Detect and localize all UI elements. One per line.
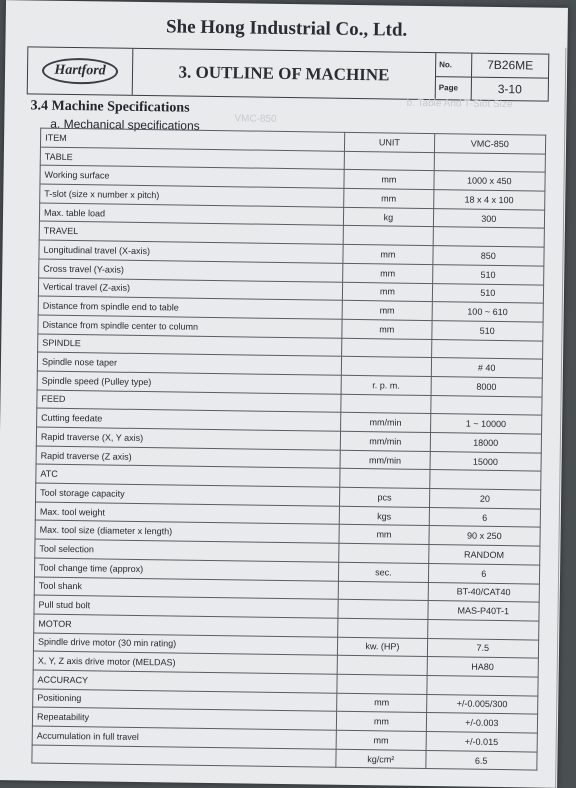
spec-value: HA80 [427, 657, 539, 677]
spec-unit: mm [337, 712, 427, 732]
spec-item: ITEM [40, 128, 344, 151]
subsection-title: a. Mechanical specifications [50, 116, 200, 133]
spec-unit [342, 357, 432, 377]
spec-unit [344, 151, 434, 171]
spec-unit: kg/cm² [336, 749, 426, 769]
spec-unit [339, 543, 429, 563]
spec-value [429, 470, 541, 490]
header-box [27, 46, 550, 101]
logo-cell [28, 47, 134, 94]
spec-item: FEED [37, 390, 341, 413]
spec-item [32, 745, 336, 768]
spec-unit [338, 581, 428, 601]
spec-value: +/-0.015 [426, 732, 538, 752]
spec-item: Tool storage capacity [36, 483, 340, 506]
spec-value [430, 395, 542, 415]
spec-value [431, 339, 543, 359]
spec-unit: mm [343, 263, 433, 283]
spec-unit: mm [344, 170, 434, 190]
spec-unit [338, 618, 428, 638]
spec-value: 8000 [431, 376, 543, 396]
spec-unit [337, 674, 427, 694]
spec-value: 18000 [430, 433, 542, 453]
spec-value: BT-40/CAT40 [428, 582, 540, 602]
spec-item: Longitudinal travel (X-axis) [39, 240, 343, 263]
spec-item: Cross travel (Y-axis) [39, 259, 343, 282]
page-edge [555, 48, 566, 788]
spec-item: Positioning [33, 689, 337, 712]
spec-unit: UNIT [345, 132, 435, 152]
spec-unit: mm [343, 244, 433, 264]
section-title: 3.4 Machine Specifications [30, 98, 190, 116]
spec-unit: mm [339, 525, 429, 545]
spec-value: MAS-P40T-1 [427, 601, 539, 621]
spec-value: 6 [429, 507, 541, 527]
spec-item: Working surface [40, 165, 344, 188]
spec-item: Max. table load [39, 203, 343, 226]
spec-unit: mm [343, 282, 433, 302]
company-name: She Hong Industrial Co., Ltd. [165, 16, 408, 41]
hartford-logo: Hartford [42, 58, 118, 85]
spec-unit: mm [342, 300, 432, 320]
spec-unit [343, 226, 433, 246]
spec-unit: kg [344, 207, 434, 227]
spec-item: Max. tool size (diameter x length) [35, 520, 339, 543]
spec-value: 510 [432, 264, 544, 284]
doc-number-label: No. [436, 53, 472, 76]
spec-unit [337, 656, 427, 676]
spec-value: 850 [432, 246, 544, 266]
spec-item: Distance from spindle end to table [38, 296, 342, 319]
spec-unit: mm/min [340, 431, 430, 451]
spec-unit: mm [342, 319, 432, 339]
spec-value: 1000 x 450 [433, 171, 545, 191]
spec-value [434, 152, 546, 172]
spec-item: ACCURACY [33, 670, 337, 693]
spec-table [31, 128, 546, 771]
spec-item: Max. tool weight [35, 502, 339, 525]
spec-unit: mm/min [340, 450, 430, 470]
spec-item: Tool shank [34, 577, 338, 600]
spec-unit: kgs [339, 506, 429, 526]
spec-item: X, Y, Z axis drive motor (MELDAS) [33, 651, 337, 674]
spec-unit [338, 599, 428, 619]
spec-unit: sec. [339, 562, 429, 582]
spec-value: 100 ~ 610 [432, 302, 544, 322]
spec-item: T-slot (size x number x pitch) [40, 184, 344, 207]
spec-item: Distance from spindle center to column [38, 315, 342, 338]
spec-value: RANDOM [428, 545, 540, 565]
spec-unit: kw. (HP) [338, 637, 428, 657]
spec-unit: pcs [340, 487, 430, 507]
spec-item: Spindle drive motor (30 min rating) [33, 633, 337, 656]
spec-unit: r. p. m. [341, 375, 431, 395]
spec-value: 6.5 [425, 750, 537, 770]
spec-unit: mm [344, 188, 434, 208]
page-number-row [436, 77, 548, 101]
spec-item: Vertical travel (Z-axis) [38, 278, 342, 301]
spec-item: Tool selection [35, 539, 339, 562]
spec-unit [340, 469, 430, 489]
spec-value: 6 [428, 563, 540, 583]
spec-item: Tool change time (approx) [34, 558, 338, 581]
spec-item: TRAVEL [39, 222, 343, 245]
spec-item: Rapid traverse (X, Y axis) [36, 427, 340, 450]
spec-item: Rapid traverse (Z axis) [36, 446, 340, 469]
page-label: Page [436, 77, 472, 100]
doc-meta [436, 53, 549, 101]
spec-value: 7.5 [427, 638, 539, 658]
page-number: 3-10 [497, 81, 522, 97]
spec-item: Accumulation in full travel [32, 726, 336, 749]
spec-item: TABLE [40, 147, 344, 170]
spec-value: 1 ~ 10000 [430, 414, 542, 434]
spec-item: ATC [36, 464, 340, 487]
spec-value: VMC-850 [434, 134, 546, 154]
spec-unit: mm/min [341, 413, 431, 433]
spec-value: +/-0.005/300 [426, 694, 538, 714]
spec-value: 300 [433, 208, 545, 228]
spec-item: Pull stud bolt [34, 595, 338, 618]
spec-item: Repeatability [32, 707, 336, 730]
spec-value: 15000 [430, 451, 542, 471]
spec-unit [341, 394, 431, 414]
spec-value: +/-0.003 [426, 713, 538, 733]
bleed-through-text: b. Table And T-Slot Size [406, 97, 513, 111]
spec-item: Cutting feedate [37, 408, 341, 431]
spec-item: SPINDLE [38, 334, 342, 357]
doc-number-row [436, 53, 548, 78]
spec-value: 18 x 4 x 100 [433, 190, 545, 210]
spec-value: 510 [431, 320, 543, 340]
chapter-title: 3. OUTLINE OF MACHINE [133, 49, 437, 99]
spec-value [427, 619, 539, 639]
spec-value: # 40 [431, 358, 543, 378]
spec-unit: mm [337, 693, 427, 713]
spec-unit [342, 338, 432, 358]
spec-item: Spindle speed (Pulley type) [37, 371, 341, 394]
spec-value [433, 227, 545, 247]
spec-value: 510 [432, 283, 544, 303]
spec-value: 90 x 250 [429, 526, 541, 546]
spec-value: 20 [429, 489, 541, 509]
spec-value [426, 675, 538, 695]
spec-item: MOTOR [34, 614, 338, 637]
doc-number: 7B26ME [487, 58, 534, 73]
spec-item: Spindle nose taper [37, 352, 341, 375]
bleed-through-text: VMC-850 [234, 113, 277, 125]
spec-unit: mm [336, 730, 426, 750]
